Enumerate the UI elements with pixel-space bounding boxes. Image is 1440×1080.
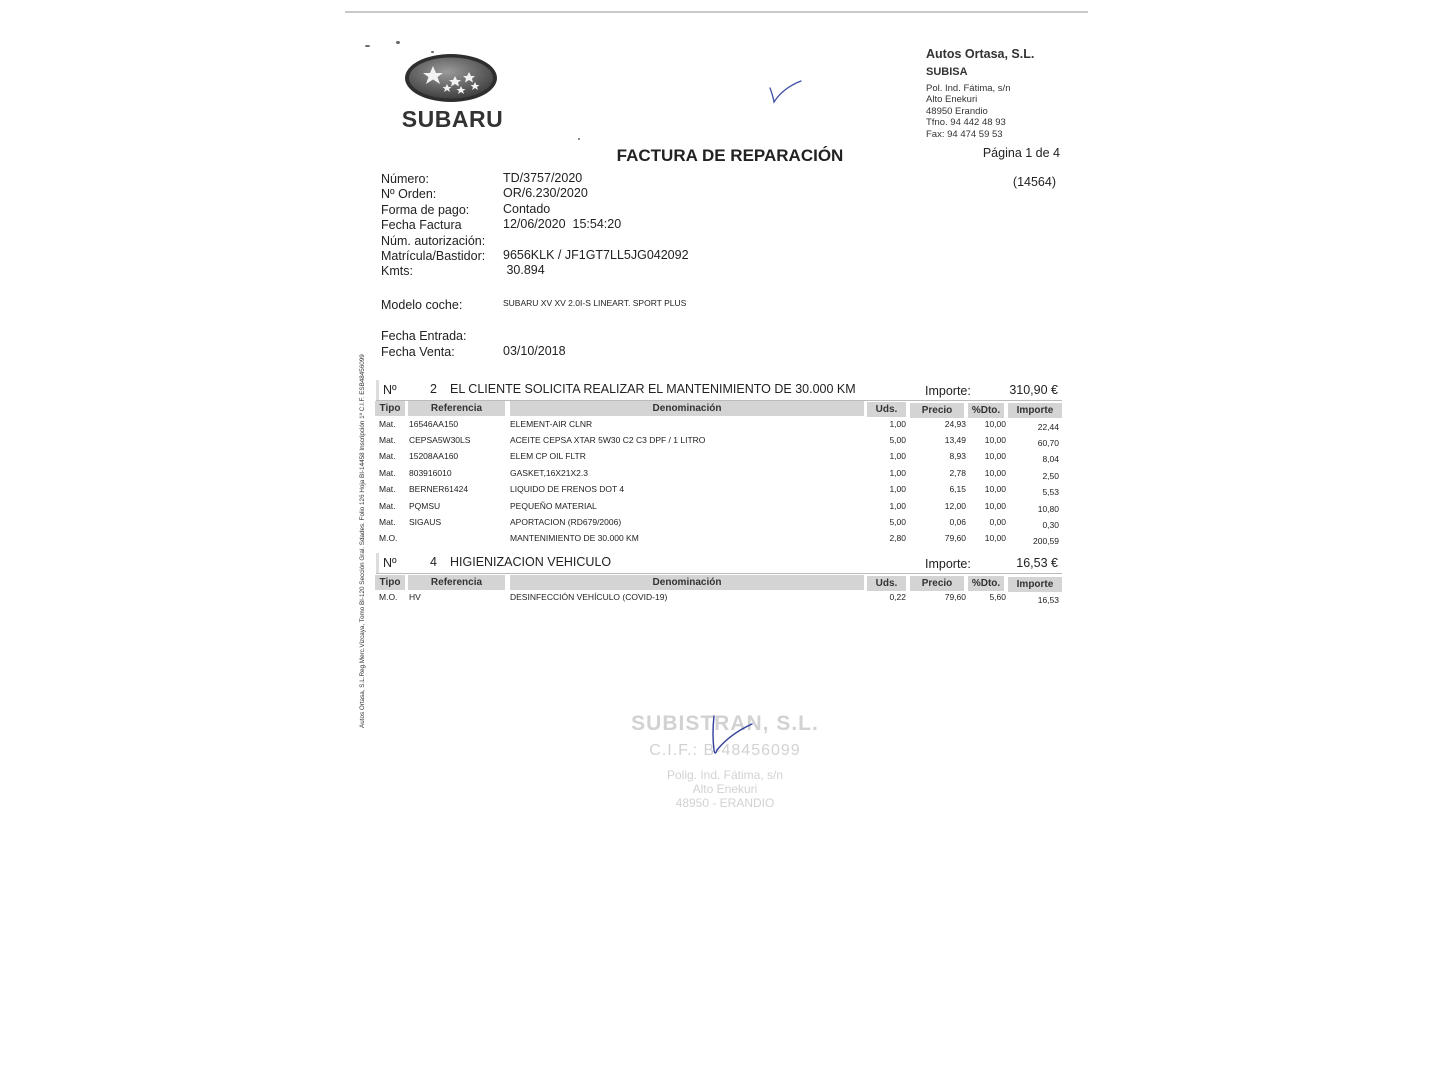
address-line: Tfno. 94 442 48 93	[926, 117, 1006, 129]
cell-tipo: M.O.	[379, 592, 398, 602]
cell-tipo: Mat.	[379, 435, 396, 445]
company-name: Autos Ortasa, S.L.	[926, 47, 1035, 61]
cell-referencia: 15208AA160	[409, 451, 459, 461]
scan-speck	[578, 138, 580, 140]
cell-dto: 10,00	[984, 451, 1006, 461]
field-value-modelo: SUBARU XV XV 2.0I-S LINEART. SPORT PLUS	[503, 298, 687, 308]
table-row	[376, 419, 1062, 435]
cell-precio: 6,15	[949, 484, 966, 494]
cell-dto: 10,00	[984, 501, 1006, 511]
col-dto: %Dto.	[968, 403, 1004, 418]
cell-importe: 2,50	[1042, 471, 1059, 481]
scan-speck	[365, 45, 370, 47]
cell-dto: 10,00	[984, 484, 1006, 494]
cell-dto: 10,00	[984, 419, 1006, 429]
page-number: Página 1 de 4	[982, 146, 1060, 160]
col-denominacion: Denominación	[510, 401, 864, 416]
cell-importe: 8,04	[1042, 454, 1059, 464]
address-line: Alto Enekuri	[926, 94, 978, 106]
field-label-kmts: Kmts:	[381, 264, 413, 278]
subaru-logo	[385, 52, 520, 132]
section-description: EL CLIENTE SOLICITA REALIZAR EL MANTENIMIENTO DE 30.000 KM	[450, 382, 856, 396]
field-label-fecha-venta: Fecha Venta:	[381, 345, 455, 359]
table-row	[376, 468, 1062, 484]
field-label-modelo: Modelo coche:	[381, 298, 463, 312]
stamp-line: 48950 - ERANDIO	[675, 796, 775, 810]
cell-uds: 1,00	[889, 501, 906, 511]
cell-importe: 16,53	[1037, 595, 1059, 605]
scan-speck	[396, 41, 400, 44]
company-info	[926, 47, 1086, 140]
field-label-fecha-entrada: Fecha Entrada:	[381, 329, 467, 343]
field-label-fecha-factura: Fecha Factura	[381, 218, 462, 232]
section-num-label: Nº	[383, 383, 397, 397]
cell-importe: 5,53	[1042, 487, 1059, 497]
section-importe-value: 310,90 €	[1009, 383, 1058, 397]
cell-tipo: Mat.	[379, 501, 396, 511]
col-referencia: Referencia	[408, 401, 505, 416]
field-label-orden: Nº Orden:	[381, 187, 437, 201]
cell-tipo: Mat.	[379, 517, 396, 527]
cell-uds: 1,00	[889, 468, 906, 478]
cell-denominacion: APORTACION (RD679/2006)	[510, 517, 622, 527]
document-title: FACTURA DE REPARACIÓN	[616, 146, 844, 165]
company-subname: SUBISA	[926, 66, 968, 78]
field-value-orden: OR/6.230/2020	[503, 186, 588, 200]
cell-precio: 8,93	[949, 451, 966, 461]
field-value-matricula: 9656KLK / JF1GT7LL5JG042092	[503, 248, 689, 262]
stamp-line: Polig. Ind. Fátima, s/n	[666, 768, 784, 782]
col-uds: Uds.	[867, 402, 906, 417]
section-header	[376, 553, 1062, 574]
cell-dto: 10,00	[984, 435, 1006, 445]
cell-importe: 0,30	[1042, 520, 1059, 530]
section-number: 2	[430, 382, 437, 396]
field-label-autorizacion: Núm. autorización:	[381, 234, 486, 248]
cell-referencia: CEPSA5W30LS	[409, 435, 471, 445]
field-label-forma-pago: Forma de pago:	[381, 203, 470, 217]
scan-top-edge	[345, 11, 1088, 13]
cell-denominacion: LIQUIDO DE FRENOS DOT 4	[510, 484, 625, 494]
registry-vertical-text	[357, 356, 371, 728]
field-value-numero: TD/3757/2020	[503, 171, 583, 185]
address-line: Fax: 94 474 59 53	[926, 128, 1003, 140]
field-value-kmts: 30.894	[503, 263, 545, 277]
cell-precio: 79,60	[944, 533, 966, 543]
section-importe-value: 16,53 €	[1016, 556, 1058, 570]
cell-denominacion: ELEM CP OIL FLTR	[510, 451, 586, 461]
cell-uds: 1,00	[889, 419, 906, 429]
col-dto: %Dto.	[968, 576, 1004, 591]
col-denominacion: Denominación	[510, 575, 864, 590]
table-row	[376, 517, 1062, 533]
cell-denominacion: ELEMENT-AIR CLNR	[510, 419, 593, 429]
cell-precio: 12,00	[944, 501, 966, 511]
section-num-label: Nº	[383, 556, 397, 570]
cell-tipo: Mat.	[379, 484, 396, 494]
table-row	[376, 501, 1062, 517]
field-label-matricula: Matrícula/Bastidor:	[381, 249, 486, 263]
reference-code: (14564)	[1012, 175, 1056, 189]
table-row	[376, 435, 1062, 451]
cell-tipo: Mat.	[379, 468, 396, 478]
section-importe-label: Importe:	[925, 384, 971, 398]
field-value-forma-pago: Contado	[503, 202, 551, 216]
col-tipo: Tipo	[375, 575, 405, 590]
cell-importe: 200,59	[1033, 536, 1059, 546]
cell-uds: 0,22	[889, 592, 906, 602]
cell-dto: 0,00	[989, 517, 1006, 527]
cell-denominacion: GASKET,16X21X2.3	[510, 468, 588, 478]
subaru-emblem-icon	[403, 52, 499, 104]
table-row	[376, 451, 1062, 467]
cell-denominacion: DESINFECCIÓN VEHÍCULO (COVID-19)	[510, 592, 668, 602]
cell-precio: 24,93	[944, 419, 966, 429]
cell-dto: 10,00	[984, 533, 1006, 543]
col-referencia: Referencia	[408, 575, 505, 590]
col-precio: Precio	[910, 576, 964, 591]
cell-referencia: 16546AA150	[409, 419, 459, 429]
table-row	[376, 484, 1062, 500]
stamp-line: C.I.F.: B-48456099	[649, 742, 801, 759]
col-uds: Uds.	[867, 576, 906, 591]
cell-uds: 5,00	[889, 517, 906, 527]
section-importe-label: Importe:	[925, 557, 971, 571]
address-line: 48950 Erandio	[926, 105, 988, 117]
cell-uds: 5,00	[889, 435, 906, 445]
table-row	[376, 592, 1062, 608]
cell-tipo: Mat.	[379, 451, 396, 461]
cell-uds: 1,00	[889, 451, 906, 461]
section-bar	[376, 380, 379, 400]
cell-precio: 79,60	[944, 592, 966, 602]
cell-tipo: M.O.	[379, 533, 398, 543]
cell-referencia: HV	[409, 592, 421, 602]
signature-icon	[700, 712, 760, 762]
cell-uds: 2,80	[889, 533, 906, 543]
cell-referencia: PQMSU	[409, 501, 441, 511]
cell-denominacion: MANTENIMIENTO DE 30.000 KM	[510, 533, 639, 543]
col-tipo: Tipo	[375, 401, 405, 416]
subaru-wordmark: SUBARU	[401, 106, 504, 132]
stamp-line: SUBISTRAN, S.L.	[631, 712, 819, 735]
cell-referencia: SIGAUS	[409, 517, 442, 527]
section-bar	[376, 553, 379, 573]
cell-dto: 5,60	[989, 592, 1006, 602]
cell-precio: 0,06	[949, 517, 966, 527]
field-value-fecha-venta: 03/10/2018	[503, 344, 566, 358]
address-line: Pol. Ind. Fátima, s/n	[926, 83, 1011, 94]
table-row	[376, 533, 1062, 549]
cell-importe: 22,44	[1037, 422, 1059, 432]
field-value-fecha-factura: 12/06/2020 15:54:20	[503, 217, 622, 231]
section-description: HIGIENIZACION VEHICULO	[450, 555, 612, 569]
cell-referencia: BERNER61424	[409, 484, 469, 494]
checkmark-icon	[765, 78, 805, 106]
field-label-numero: Número:	[381, 172, 429, 186]
cell-importe: 60,70	[1037, 438, 1059, 448]
cell-importe: 10,80	[1037, 504, 1059, 514]
section-number: 4	[430, 555, 437, 569]
cell-denominacion: ACEITE CEPSA XTAR 5W30 C2 C3 DPF / 1 LITRO	[510, 435, 706, 445]
col-precio: Precio	[910, 403, 964, 418]
stamp-line: Alto Enekuri	[692, 782, 758, 796]
col-importe: Importe	[1008, 577, 1062, 592]
registry-text: Autos Ortasa, S.L.Reg.Merc.Vizcaya, Tomo BI-120 Sección Gral. Sdades. Folio 126 Hoja BI-14458 Inscripción 1ª C.I.F. ESB48456099	[359, 354, 366, 728]
section-header	[376, 380, 1062, 401]
cell-referencia: 803916010	[409, 468, 452, 478]
cell-uds: 1,00	[889, 484, 906, 494]
cell-precio: 2,78	[949, 468, 966, 478]
cell-precio: 13,49	[944, 435, 966, 445]
col-importe: Importe	[1008, 403, 1062, 418]
cell-denominacion: PEQUEÑO MATERIAL	[510, 501, 597, 511]
cell-tipo: Mat.	[379, 419, 396, 429]
cell-dto: 10,00	[984, 468, 1006, 478]
